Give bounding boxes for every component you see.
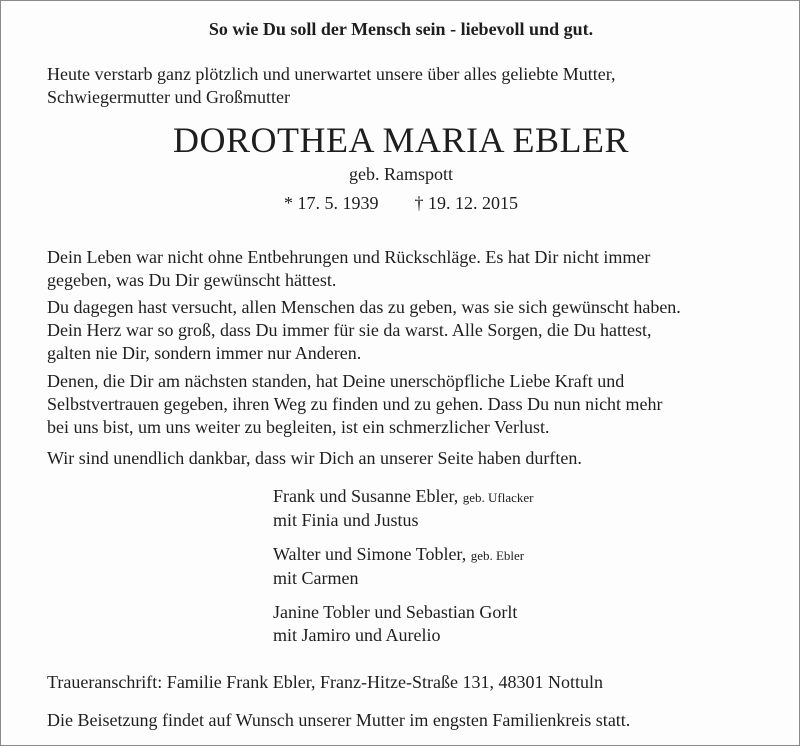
signer-main: Janine Tobler und Sebastian Gorlt [273,602,518,622]
signer-group [273,485,753,532]
signer-children: mit Carmen [273,568,359,588]
signers-list [273,485,753,658]
signer-main: Frank und Susanne Ebler, [273,486,459,506]
death-date: † 19. 12. 2015 [414,193,518,213]
paragraph [47,246,767,292]
paragraph-line: Selbstvertrauen gegeben, ihren Weg zu finden und zu gehen. Dass Du nun nicht mehr [47,394,663,414]
paragraph [47,447,767,470]
intro-line: Schwiegermutter und Großmutter [47,87,290,107]
signer-children: mit Jamiro und Aurelio [273,625,441,645]
paragraph-line: gegeben, was Du Dir gewünscht hättest. [47,270,337,290]
paragraph-line: Dein Leben war nicht ohne Entbehrungen und Rückschläge. Es hat Dir nicht immer [47,247,651,267]
mourning-address: Traueranschrift: Familie Frank Ebler, Franz-Hitze-Straße 131, 48301 Nottuln [47,672,603,692]
birth-date: * 17. 5. 1939 [284,193,379,213]
signer-names [273,543,753,567]
signer-names [273,601,753,624]
funeral-note: Die Beisetzung findet auf Wunsch unserer Mutter im engsten Familienkreis statt. [47,710,631,730]
paragraph-line: Dein Herz war so groß, dass Du immer für sie da warst. Alle Sorgen, die Du hattest, [47,320,652,340]
motto-heading: So wie Du soll der Mensch sein - liebevoll und gut. [208,19,594,39]
paragraph-line: galten nie Dir, sondern immer nur Anderen. [47,343,362,363]
paragraph-line: Wir sind unendlich dankbar, dass wir Dich an unserer Seite haben durften. [47,448,582,468]
maiden-name: geb. Ramspott [349,164,453,184]
signer-children: mit Finia und Justus [273,510,419,530]
signer-group [273,543,753,590]
paragraph [47,370,767,439]
paragraph-line: bei uns bist, um uns weiter zu begleiten, ist ein schmerzlicher Verlust. [47,417,550,437]
signer-note: geb. Ebler [470,548,525,563]
signer-names [273,485,753,509]
paragraph-line: Du dagegen hast versucht, allen Menschen das zu geben, was sie sich gewünscht haben. [47,297,681,317]
intro-text [47,63,767,109]
life-dates [1,193,800,214]
intro-line: Heute verstarb ganz plötzlich und unerwartet unsere über alles geliebte Mutter, [47,64,616,84]
signer-main: Walter und Simone Tobler, [273,544,467,564]
paragraph [47,296,767,365]
paragraph-line: Denen, die Dir am nächsten standen, hat Deine unerschöpfliche Liebe Kraft und [47,371,625,391]
signer-group [273,601,753,647]
signer-note: geb. Uflacker [462,490,534,505]
deceased-name: DOROTHEA MARIA EBLER [172,120,629,160]
